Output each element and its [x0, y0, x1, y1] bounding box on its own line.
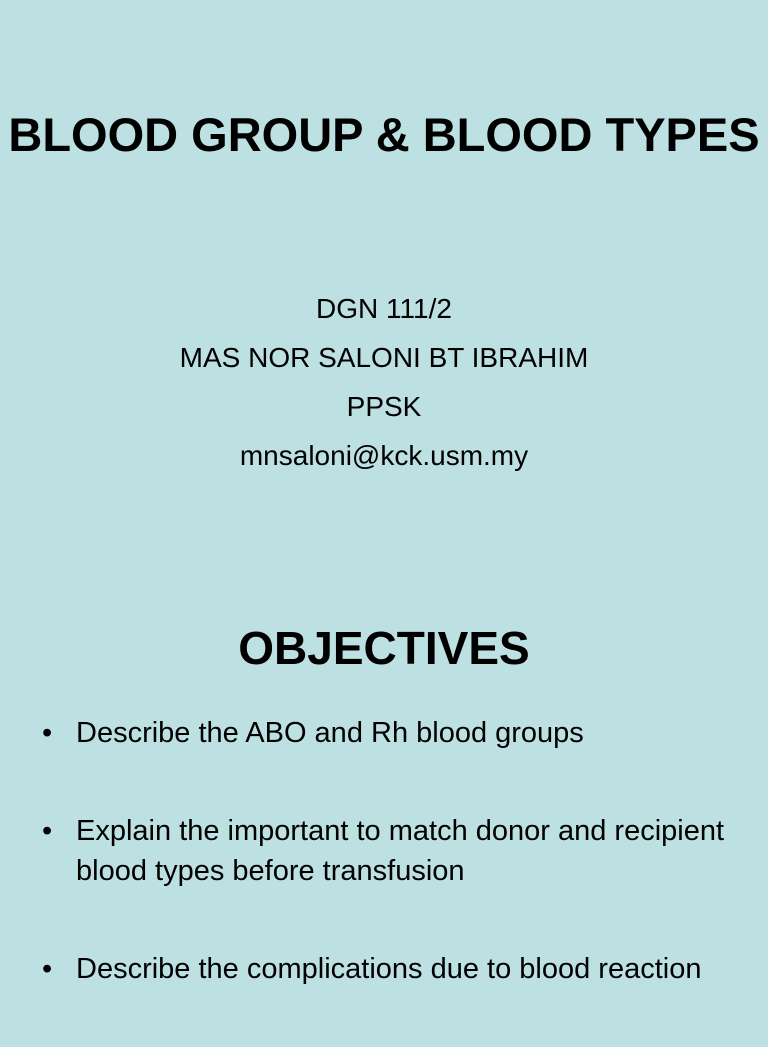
bullet-icon: • [42, 717, 53, 749]
course-code: DGN 111/2 [316, 293, 452, 324]
bullet-icon: • [42, 953, 53, 985]
author-email: mnsaloni@kck.usm.my [239, 440, 529, 471]
author-name: MAS NOR SALONI BT IBRAHIM [179, 342, 589, 373]
objective-text: Explain the important to match donor and recipient blood types before transfusion [76, 815, 725, 887]
objectives-heading: OBJECTIVES [238, 622, 530, 674]
objective-text: Describe the ABO and Rh blood groups [76, 717, 584, 749]
slide-subtitle [0, 284, 768, 480]
slide-objectives [0, 560, 768, 1024]
objective-item [42, 713, 742, 753]
objective-text: Describe the complications due to blood reaction [76, 953, 702, 985]
slide-title-heading: BLOOD GROUP & BLOOD TYPES [8, 108, 760, 161]
objective-item [42, 949, 742, 989]
objectives-list [42, 713, 742, 1047]
bullet-icon: • [42, 815, 53, 847]
department: PPSK [346, 391, 422, 422]
objective-item [42, 811, 742, 891]
